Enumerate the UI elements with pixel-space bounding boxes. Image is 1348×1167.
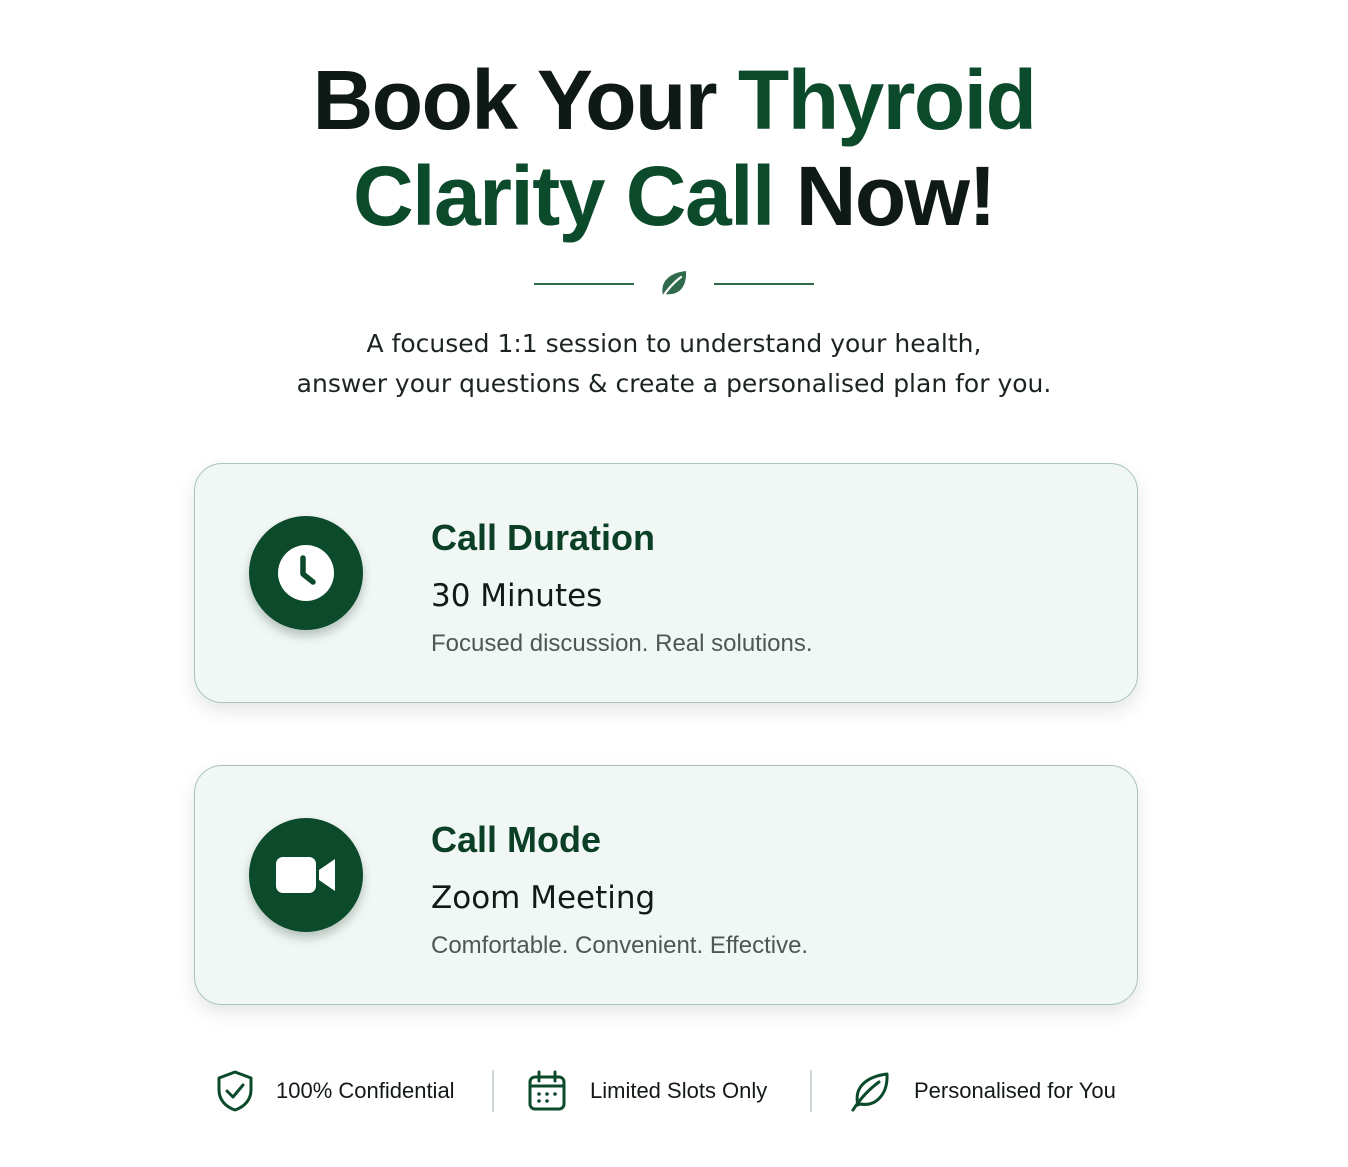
- call-duration-card: [194, 463, 1138, 703]
- trust-item-personalised: [848, 1062, 1116, 1120]
- section-divider: [0, 262, 1348, 306]
- trust-separator: [810, 1070, 812, 1112]
- trust-badges: [0, 1062, 1348, 1120]
- headline-text: Book Your: [312, 53, 717, 147]
- video-camera-icon: [275, 855, 337, 895]
- trust-label: Limited Slots Only: [590, 1078, 768, 1103]
- page-headline: [0, 52, 1348, 244]
- trust-label: Personalised for You: [914, 1078, 1116, 1103]
- calendar-icon: [526, 1069, 568, 1113]
- trust-separator: [492, 1070, 494, 1112]
- card-title: Call Duration: [431, 517, 656, 558]
- subtitle-line: answer your questions & create a personalised plan for you.: [296, 369, 1052, 398]
- headline-line-1: [0, 52, 1348, 148]
- trust-item-confidential: [214, 1062, 455, 1120]
- card-value: Zoom Meeting: [431, 880, 656, 916]
- card-title: Call Mode: [431, 819, 602, 860]
- trust-label: 100% Confidential: [276, 1078, 455, 1103]
- page-subtitle: [0, 324, 1348, 404]
- call-mode-card: [194, 765, 1138, 1005]
- leaf-icon: [656, 266, 692, 302]
- trust-item-limited-slots: [526, 1062, 767, 1120]
- clock-icon: [276, 543, 336, 603]
- leaf-outline-icon: [848, 1069, 892, 1113]
- divider-rule-right: [714, 283, 814, 285]
- icon-badge: [249, 516, 363, 630]
- card-value: 30 Minutes: [431, 578, 603, 614]
- shield-check-icon: [214, 1069, 256, 1113]
- headline-accent-text: Clarity Call: [353, 149, 774, 243]
- icon-badge: [249, 818, 363, 932]
- headline-text: Now!: [795, 149, 995, 243]
- divider-rule-left: [534, 283, 634, 285]
- card-note: Focused discussion. Real solutions.: [431, 630, 813, 657]
- card-note: Comfortable. Convenient. Effective.: [431, 932, 809, 959]
- headline-accent-text: Thyroid: [737, 53, 1036, 147]
- subtitle-line: A focused 1:1 session to understand your health,: [366, 329, 982, 358]
- headline-line-2: [0, 148, 1348, 244]
